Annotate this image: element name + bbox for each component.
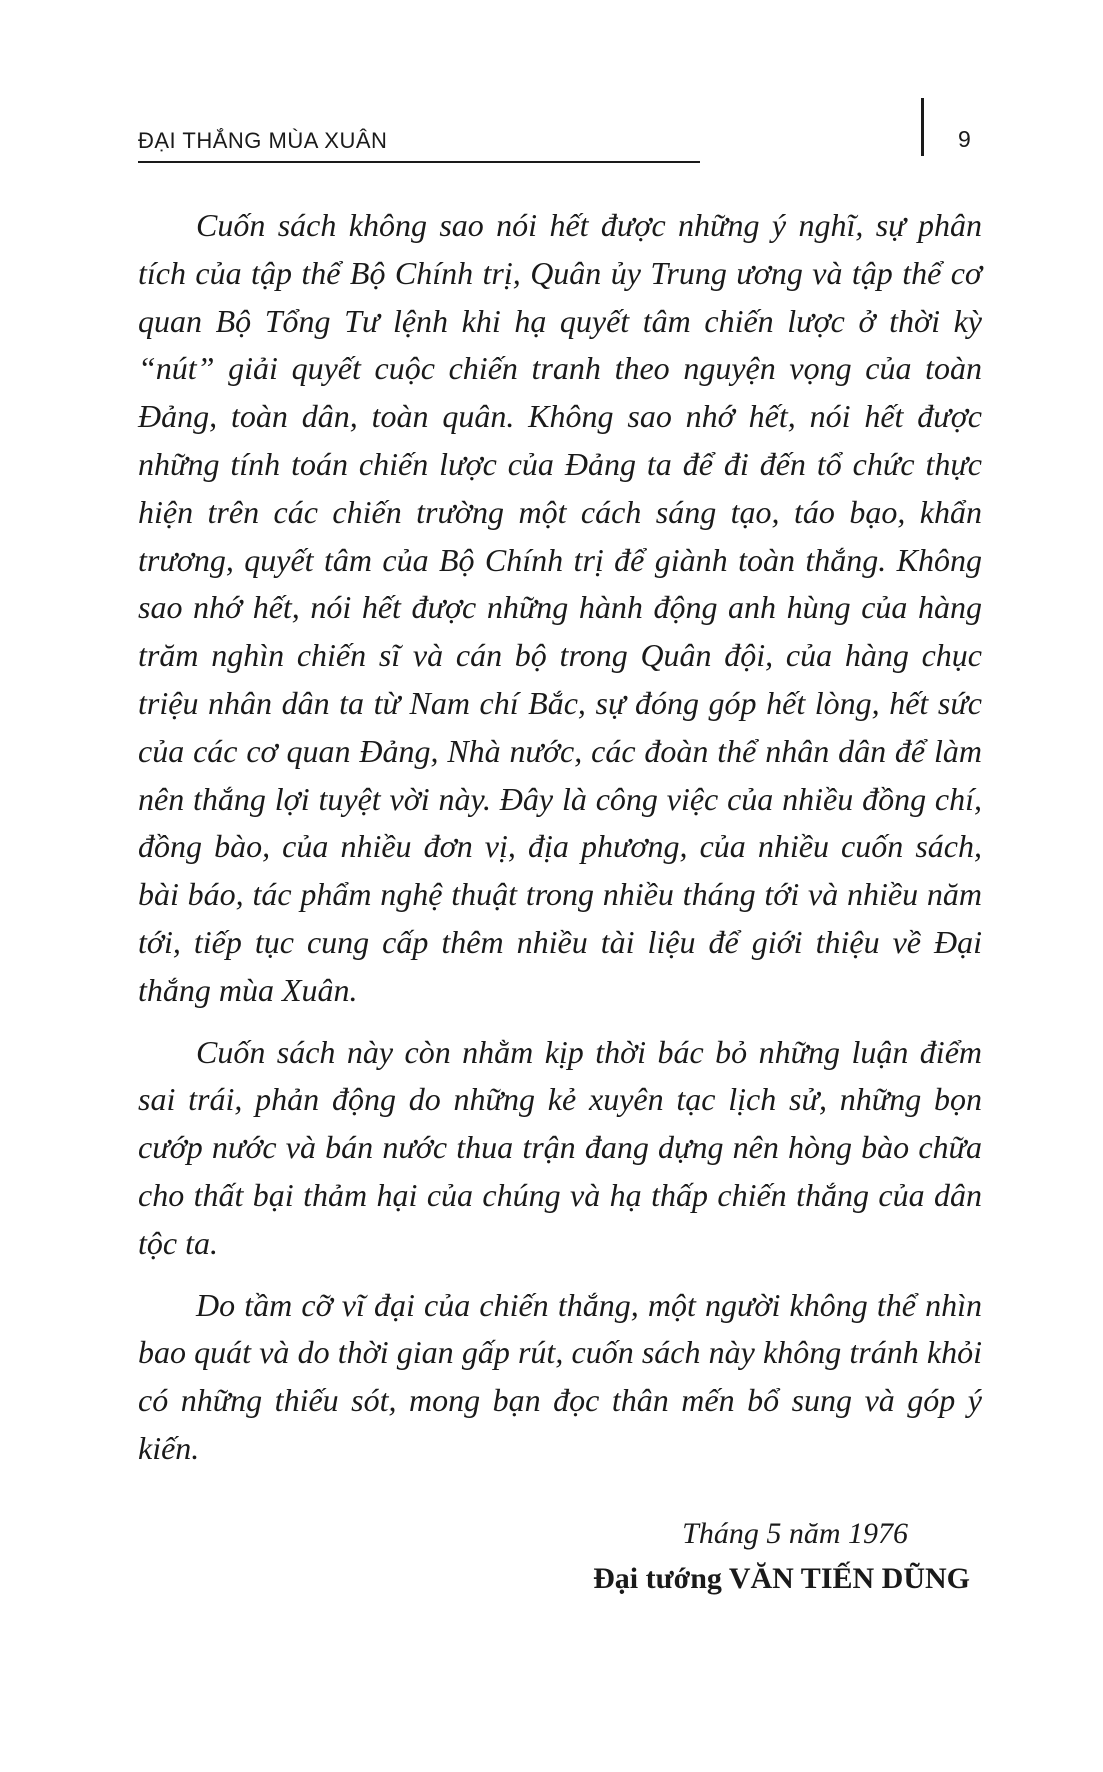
body-text <box>138 202 982 1487</box>
header-rule <box>138 161 700 163</box>
signature-date: Tháng 5 năm 1976 <box>682 1517 908 1550</box>
running-header-title: ĐẠI THẮNG MÙA XUÂN <box>138 128 388 153</box>
page-number: 9 <box>958 126 971 152</box>
paragraph-3: Do tầm cỡ vĩ đại của chiến thắng, một người không thể nhìn bao quát và do thời gian gấp rút, cuốn sách này không tránh khỏi có những thiếu sót, mong bạn đọc thân mến bổ sung và góp ý kiến. <box>138 1286 982 1466</box>
signature-block <box>580 1512 980 1602</box>
paragraph-1: Cuốn sách không sao nói hết được những ý nghĩ, sự phân tích của tập thể Bộ Chính trị, Quân ủy Trung ương và tập thể cơ quan Bộ Tổng Tư lệnh khi hạ quyết tâm chiến lược ở thời kỳ “nút” giải quyết cuộc chiến tranh theo nguyện vọng của toàn Đảng, toàn dân, toàn quân. Không sao nhớ hết, nói hết được những tính toán chiến lược của Đảng ta để đi đến tổ chức thực hiện trên các chiến trường một cách sáng tạo, táo bạo, khẩn trương, quyết tâm của Bộ Chính trị để giành toàn thắng. Không sao nhớ hết, nói hết được những hành động anh hùng của hàng trăm nghìn chiến sĩ và cán bộ trong Quân đội, của hàng chục triệu nhân dân ta từ Nam chí Bắc, sự đóng góp hết lòng, hết sức của các cơ quan Đảng, Nhà nước, các đoàn thể nhân dân để làm nên thắng lợi tuyệt vời này. Đây là công việc của nhiều đồng chí, đồng bào, của nhiều đơn vị, địa phương, của nhiều cuốn sách, bài báo, tác phẩm nghệ thuật trong nhiều tháng tới và nhiều năm tới, tiếp tục cung cấp thêm nhiều tài liệu để giới thiệu về Đại thắng mùa Xuân. <box>138 207 982 1008</box>
paragraph-2: Cuốn sách này còn nhằm kịp thời bác bỏ những luận điểm sai trái, phản động do những kẻ xuyên tạc lịch sử, những bọn cướp nước và bán nước thua trận đang dựng nên hòng bào chữa cho thất bại thảm hại của chúng và hạ thấp chiến thắng của dân tộc ta. <box>138 1033 982 1261</box>
signature-author: Đại tướng VĂN TIẾN DŨNG <box>593 1562 970 1595</box>
page-number-divider <box>921 98 924 156</box>
